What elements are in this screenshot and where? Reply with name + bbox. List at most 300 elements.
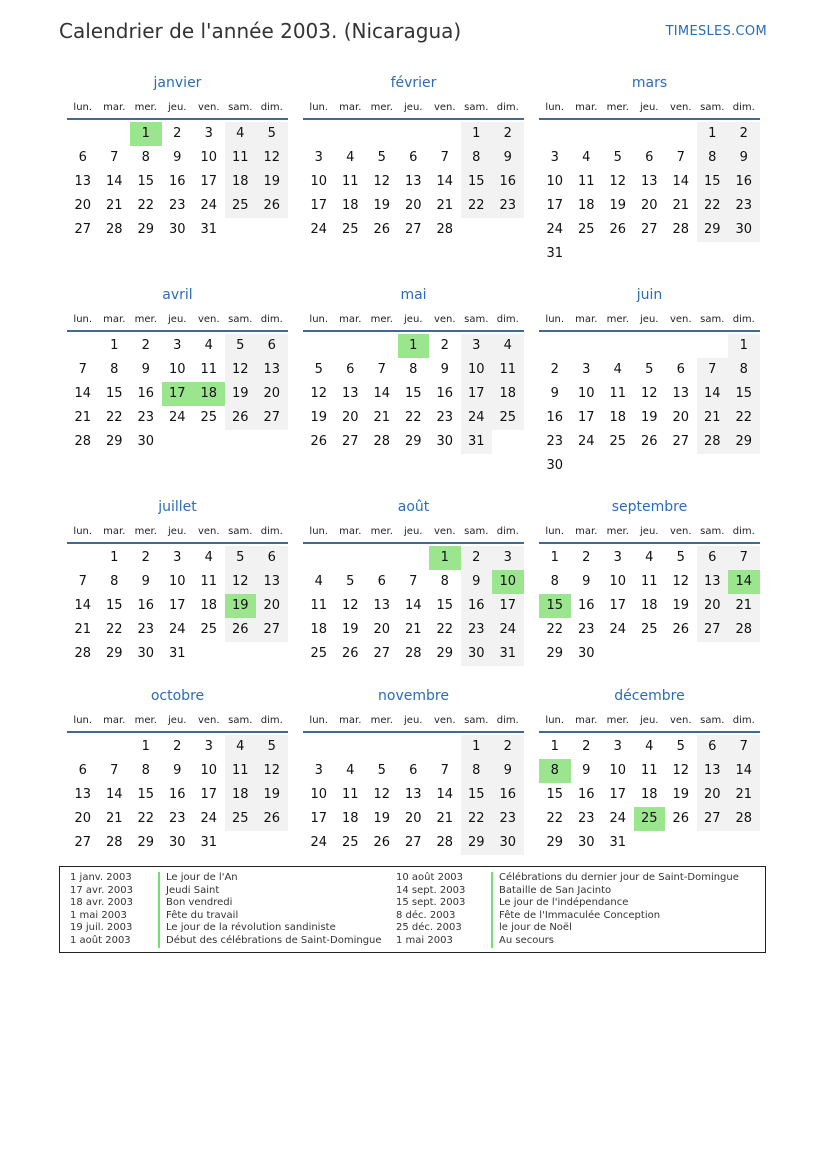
day-cell: 6 [645,150,654,165]
day-cell: 7 [728,546,760,570]
month-name: février [390,75,437,91]
empty-cell [67,735,99,759]
day-cell: 24 [310,222,328,237]
legend-holiday-name: Jeudi Saint [158,885,382,898]
legend-holiday-name: Fête du travail [158,910,382,923]
day-cell: 28 [672,222,690,237]
day-cell: 23 [577,622,595,637]
day-cell: 21 [436,198,454,213]
day-cell: 21 [74,622,92,637]
legend-date: 17 avr. 2003 [70,884,133,896]
holiday-day-cell: 25 [634,807,666,831]
day-cell: 13 [373,598,391,613]
empty-cell [398,735,430,759]
empty-cell [67,122,99,146]
day-cell: 1 [110,550,119,565]
day-cell: 11 [341,787,359,802]
day-cell: 7 [409,574,418,589]
weekday-label: dim. [496,526,519,537]
day-cell: 24 [609,622,627,637]
day-cell: 24 [492,618,524,642]
day-cell: 24 [546,222,564,237]
day-cell: 4 [492,334,524,358]
weekday-label: ven. [669,102,692,113]
day-cell: 20 [74,811,92,826]
day-cell: 8 [461,759,493,783]
empty-cell [335,546,367,570]
day-cell: 10 [609,574,627,589]
day-cell: 7 [78,362,87,377]
day-cell: 6 [78,763,87,778]
weekday-label: dim. [496,314,519,325]
weekday-label: lun. [545,314,565,325]
day-cell: 17 [310,198,328,213]
day-cell: 25 [225,807,257,831]
day-cell: 28 [728,618,760,642]
weekday-label: mer. [370,102,393,113]
legend-date: 8 déc. 2003 [396,909,456,921]
weekday-label: dim. [260,314,283,325]
day-cell: 15 [137,174,155,189]
holiday-day-cell: 19 [225,594,257,618]
day-cell: 3 [173,338,182,353]
day-cell: 6 [346,362,355,377]
day-cell: 5 [346,574,355,589]
weekday-label: lun. [545,526,565,537]
empty-cell [303,334,335,358]
day-cell: 5 [676,550,685,565]
day-cell: 16 [461,594,493,618]
month-name: juin [636,287,663,303]
day-cell: 29 [137,222,155,237]
day-cell: 28 [697,430,729,454]
day-cell: 27 [697,807,729,831]
day-cell: 18 [609,410,627,425]
day-cell: 16 [137,386,155,401]
day-cell: 6 [697,546,729,570]
legend-date: 1 janv. 2003 [70,872,132,883]
day-cell: 29 [137,835,155,850]
day-cell: 2 [728,122,760,146]
day-cell: 10 [461,358,493,382]
day-cell: 21 [728,594,760,618]
day-cell: 13 [672,386,690,401]
day-cell: 15 [436,598,454,613]
day-cell: 23 [492,807,524,831]
day-cell: 5 [256,735,288,759]
day-cell: 31 [200,222,218,237]
day-cell: 12 [672,763,690,778]
day-cell: 19 [672,787,690,802]
day-cell: 19 [640,410,658,425]
day-cell: 11 [225,146,257,170]
day-cell: 25 [341,835,359,850]
weekday-label: sam. [464,715,489,726]
day-cell: 28 [728,807,760,831]
weekday-header [67,310,288,332]
holiday-legend [59,866,766,953]
day-cell: 26 [672,811,690,826]
empty-cell [303,546,335,570]
weekday-label: ven. [433,715,456,726]
empty-cell [665,122,697,146]
day-cell: 14 [436,174,454,189]
day-cell: 18 [341,198,359,213]
month-6 [539,284,760,478]
day-cell: 17 [200,174,218,189]
day-cell: 25 [310,646,328,661]
empty-cell [335,122,367,146]
holiday-day-cell: 8 [539,759,571,783]
month-2 [303,72,524,242]
day-cell: 11 [310,598,328,613]
day-cell: 24 [577,434,595,449]
day-cell: 6 [697,735,729,759]
month-4 [67,284,288,454]
day-cell: 21 [697,406,729,430]
weekday-label: dim. [732,526,755,537]
weekday-label: mer. [606,526,629,537]
weekday-label: mer. [370,526,393,537]
day-cell: 1 [728,334,760,358]
day-cell: 12 [373,174,391,189]
day-cell: 30 [137,646,155,661]
holiday-day-cell: 18 [193,382,225,406]
day-cell: 27 [404,835,422,850]
day-cell: 4 [346,763,355,778]
day-cell: 16 [728,170,760,194]
day-cell: 4 [204,550,213,565]
empty-cell [335,735,367,759]
day-cell: 25 [200,622,218,637]
day-cell: 9 [492,759,524,783]
day-cell: 11 [200,574,218,589]
day-cell: 6 [409,150,418,165]
weekday-label: mer. [606,715,629,726]
day-cell: 19 [672,598,690,613]
weekday-label: ven. [669,314,692,325]
day-cell: 9 [141,574,150,589]
day-cell: 21 [404,622,422,637]
weekday-label: jeu. [168,526,187,537]
day-cell: 4 [225,122,257,146]
holiday-day-cell: 10 [492,570,524,594]
day-cell: 30 [577,646,595,661]
weekday-label: dim. [732,102,755,113]
day-cell: 23 [436,410,454,425]
day-cell: 23 [137,410,155,425]
day-cell: 16 [137,598,155,613]
day-cell: 2 [440,338,449,353]
day-cell: 24 [310,835,328,850]
day-cell: 24 [168,410,186,425]
day-cell: 22 [697,194,729,218]
weekday-label: mer. [134,314,157,325]
empty-cell [398,122,430,146]
legend-right-dates [396,872,465,948]
weekday-label: lun. [309,715,329,726]
day-cell: 17 [492,594,524,618]
day-cell: 8 [141,150,150,165]
day-cell: 24 [461,406,493,430]
legend-date: 1 mai 2003 [70,909,127,921]
day-cell: 21 [373,410,391,425]
empty-cell [366,546,398,570]
day-cell: 26 [225,406,257,430]
day-cell: 28 [74,434,92,449]
day-cell: 3 [204,739,213,754]
day-cell: 16 [492,170,524,194]
day-cell: 17 [168,598,186,613]
month-8 [303,496,524,666]
month-10 [67,685,288,855]
weekday-label: ven. [197,526,220,537]
empty-cell [429,735,461,759]
day-cell: 21 [436,811,454,826]
day-cell: 3 [613,550,622,565]
day-cell: 22 [105,622,123,637]
day-cell: 6 [256,546,288,570]
day-cell: 1 [697,122,729,146]
empty-cell [634,122,666,146]
empty-cell [366,735,398,759]
day-cell: 17 [200,787,218,802]
month-name: mai [400,287,427,303]
holiday-day-cell: 14 [728,570,760,594]
day-cell: 21 [105,811,123,826]
day-cell: 1 [110,338,119,353]
day-cell: 20 [373,622,391,637]
day-cell: 5 [645,362,654,377]
weekday-label: ven. [197,715,220,726]
day-cell: 4 [645,739,654,754]
holiday-day-cell: 15 [539,594,571,618]
day-cell: 28 [436,835,454,850]
day-cell: 8 [409,362,418,377]
day-cell: 27 [74,222,92,237]
day-cell: 13 [640,174,658,189]
day-cell: 3 [582,362,591,377]
day-cell: 24 [200,198,218,213]
weekday-label: lun. [309,314,329,325]
day-cell: 8 [440,574,449,589]
day-cell: 12 [225,358,257,382]
weekday-label: sam. [464,102,489,113]
day-cell: 29 [546,835,564,850]
day-cell: 1 [550,739,559,754]
weekday-label: lun. [309,526,329,537]
day-cell: 7 [377,362,386,377]
legend-holiday-name: Le jour de la révolution sandiniste [158,922,382,935]
weekday-label: sam. [228,314,253,325]
day-cell: 26 [225,618,257,642]
weekday-label: dim. [732,715,755,726]
month-11 [303,685,524,855]
day-cell: 26 [672,622,690,637]
legend-right-names [491,872,739,948]
weekday-label: mar. [575,102,598,113]
day-cell: 27 [640,222,658,237]
day-cell: 6 [78,150,87,165]
day-cell: 6 [377,574,386,589]
weekday-label: dim. [496,715,519,726]
day-cell: 7 [440,763,449,778]
day-cell: 15 [404,386,422,401]
day-cell: 5 [314,362,323,377]
day-cell: 31 [461,430,493,454]
empty-cell [99,122,131,146]
weekday-label: mar. [575,715,598,726]
day-cell: 23 [546,434,564,449]
day-cell: 11 [609,386,627,401]
day-grid [303,735,524,855]
legend-holiday-name: Au secours [491,935,739,948]
day-cell: 25 [492,406,524,430]
day-cell: 28 [105,222,123,237]
day-cell: 30 [546,458,564,473]
day-cell: 28 [74,646,92,661]
day-cell: 5 [613,150,622,165]
empty-cell [303,122,335,146]
weekday-label: lun. [73,715,93,726]
day-cell: 16 [492,783,524,807]
day-cell: 3 [492,546,524,570]
weekday-label: ven. [433,102,456,113]
day-cell: 13 [256,570,288,594]
weekday-label: lun. [73,314,93,325]
empty-cell [539,122,571,146]
day-cell: 4 [613,362,622,377]
day-cell: 1 [550,550,559,565]
day-cell: 16 [577,787,595,802]
day-cell: 15 [137,787,155,802]
weekday-label: mar. [103,715,126,726]
day-cell: 14 [105,787,123,802]
day-cell: 12 [256,146,288,170]
weekday-label: mer. [606,102,629,113]
day-cell: 7 [728,735,760,759]
day-cell: 28 [436,222,454,237]
day-cell: 12 [373,787,391,802]
weekday-label: jeu. [404,715,423,726]
day-cell: 23 [492,194,524,218]
legend-holiday-name: Célébrations du dernier jour de Saint-Domingue [491,872,739,885]
holiday-day-cell: 17 [162,382,194,406]
day-cell: 29 [697,218,729,242]
weekday-label: mar. [103,102,126,113]
day-cell: 20 [640,198,658,213]
day-grid [303,546,524,666]
day-cell: 16 [168,787,186,802]
day-cell: 22 [105,410,123,425]
day-cell: 1 [461,735,493,759]
day-cell: 18 [640,787,658,802]
month-name: avril [162,287,193,303]
day-cell: 22 [546,811,564,826]
day-cell: 9 [492,146,524,170]
day-cell: 30 [577,835,595,850]
day-cell: 13 [341,386,359,401]
day-cell: 14 [74,598,92,613]
weekday-label: ven. [433,314,456,325]
day-cell: 10 [609,763,627,778]
weekday-header [303,522,524,544]
weekday-label: jeu. [168,715,187,726]
weekday-header [539,98,760,120]
day-cell: 4 [225,735,257,759]
day-cell: 26 [310,434,328,449]
weekday-label: jeu. [404,526,423,537]
day-cell: 6 [409,763,418,778]
legend-date: 1 mai 2003 [396,934,453,946]
day-cell: 22 [404,410,422,425]
day-cell: 2 [582,550,591,565]
month-5 [303,284,524,454]
weekday-label: mar. [575,314,598,325]
day-cell: 13 [697,570,729,594]
empty-cell [571,334,603,358]
day-cell: 11 [341,174,359,189]
month-name: août [397,499,430,515]
holiday-day-cell: 1 [398,334,430,358]
weekday-label: jeu. [640,102,659,113]
day-cell: 14 [74,386,92,401]
day-cell: 18 [225,783,257,807]
weekday-label: sam. [464,314,489,325]
day-cell: 5 [225,546,257,570]
day-cell: 19 [225,382,257,406]
day-cell: 7 [78,574,87,589]
day-cell: 21 [74,410,92,425]
weekday-header [67,98,288,120]
weekday-label: ven. [197,102,220,113]
weekday-label: sam. [700,102,725,113]
day-cell: 12 [310,386,328,401]
day-cell: 2 [141,550,150,565]
day-cell: 29 [436,646,454,661]
day-cell: 27 [373,646,391,661]
day-cell: 10 [310,174,328,189]
day-cell: 7 [110,150,119,165]
day-cell: 5 [256,122,288,146]
day-cell: 22 [137,811,155,826]
legend-holiday-name: le jour de Noël [491,922,739,935]
day-cell: 10 [546,174,564,189]
day-cell: 11 [492,358,524,382]
day-cell: 21 [728,783,760,807]
day-cell: 19 [256,783,288,807]
day-cell: 29 [105,434,123,449]
month-name: juillet [158,499,197,515]
day-cell: 14 [728,759,760,783]
holiday-day-cell: 1 [429,546,461,570]
day-cell: 20 [256,382,288,406]
weekday-label: dim. [496,102,519,113]
month-name: décembre [614,688,685,704]
day-cell: 8 [110,362,119,377]
weekday-label: jeu. [168,314,187,325]
day-cell: 23 [137,622,155,637]
weekday-label: jeu. [640,314,659,325]
day-cell: 3 [550,150,559,165]
day-cell: 29 [728,430,760,454]
site-logo[interactable]: TIMESLES.COM [665,24,767,39]
day-cell: 13 [697,759,729,783]
day-cell: 11 [577,174,595,189]
month-1 [67,72,288,242]
day-grid [67,735,288,855]
weekday-label: sam. [464,526,489,537]
